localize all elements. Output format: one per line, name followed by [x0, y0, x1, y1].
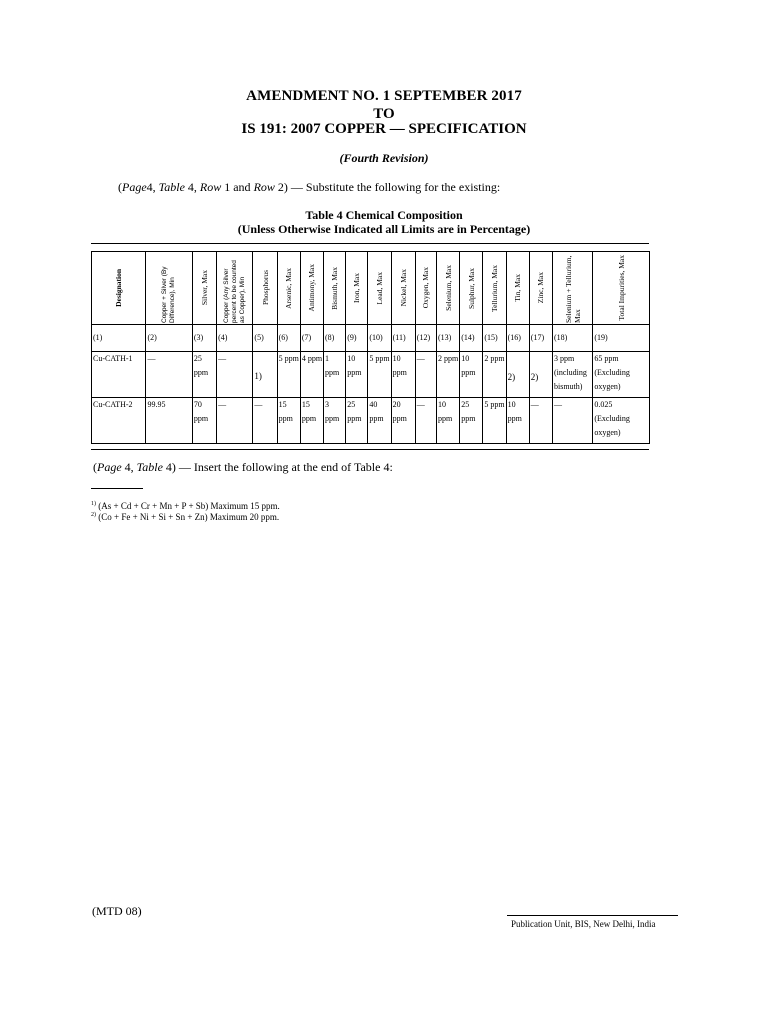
column-header: Total Impurities, Max — [593, 252, 650, 325]
column-header: Antimony, Max — [300, 252, 323, 325]
table-cell: Cu-CATH-2 — [92, 398, 146, 444]
column-number: (9) — [346, 325, 368, 352]
column-header: Silver, Max — [192, 252, 216, 325]
column-number: (3) — [192, 325, 216, 352]
table-cell: 10 ppm — [436, 398, 459, 444]
table-row — [92, 352, 650, 398]
table-cell: Cu-CATH-1 — [92, 352, 146, 398]
table-cell: 15 ppm — [300, 398, 323, 444]
table-cell: 4 ppm — [300, 352, 323, 398]
amendment-to: TO — [373, 106, 395, 122]
column-header: Designation — [92, 252, 146, 325]
column-number-row — [92, 325, 650, 352]
column-header: Arsenic, Max — [277, 252, 300, 325]
footnote-ref: 1) — [254, 371, 262, 381]
table-cell: 15 ppm — [277, 398, 300, 444]
column-number: (1) — [92, 325, 146, 352]
insert-instruction: (Page 4, Table 4) — Insert the following at the end of Table 4: — [93, 460, 393, 474]
column-header: Selenium + Tellurium, Max — [553, 252, 593, 325]
column-header: Tellurium, Max — [483, 252, 506, 325]
table-cell: 10 ppm — [346, 352, 368, 398]
column-number: (7) — [300, 325, 323, 352]
table-cell: 99.95 — [146, 398, 192, 444]
table-row — [92, 398, 650, 444]
table-cell: 25 ppm — [460, 398, 483, 444]
table-subtitle: (Unless Otherwise Indicated all Limits are in Percentage) — [237, 222, 531, 236]
table-cell: 1 ppm — [324, 352, 346, 398]
table-cell: — — [553, 398, 593, 444]
publisher-info: Publication Unit, BIS, New Delhi, India — [511, 919, 656, 929]
column-header: Lead, Max — [368, 252, 391, 325]
table-cell: 5 ppm — [483, 398, 506, 444]
table-cell: 25 ppm — [346, 398, 368, 444]
footnote-1: $^{1)}$ (As + Cd + Cr + Mn + P + Sb) Maximum 15 ppm. — [91, 501, 280, 511]
footnote-separator — [91, 488, 143, 489]
publisher-rule — [507, 915, 678, 916]
table-header-row — [92, 252, 650, 325]
table-top-rule — [91, 243, 649, 244]
table-cell: 25 ppm — [192, 352, 216, 398]
column-number: (19) — [593, 325, 650, 352]
column-header: Bismuth, Max — [324, 252, 346, 325]
table-cell: 5 ppm — [368, 352, 391, 398]
column-number: (8) — [324, 325, 346, 352]
intro-instruction: (Page4, Table 4, Row 1 and Row 2) — Substitute the following for the existing: — [118, 180, 501, 194]
column-number: (4) — [217, 325, 253, 352]
column-number: (6) — [277, 325, 300, 352]
revision-label: (Fourth Revision) — [339, 151, 429, 165]
column-number: (2) — [146, 325, 192, 352]
column-number: (17) — [529, 325, 552, 352]
column-number: (18) — [553, 325, 593, 352]
column-header: Iron, Max — [346, 252, 368, 325]
column-header: Oxygen, Max — [415, 252, 436, 325]
table-cell: 65 ppm (Excluding oxygen) — [593, 352, 650, 398]
column-number: (14) — [460, 325, 483, 352]
table-cell: — — [217, 352, 253, 398]
table-bottom-rule — [91, 449, 649, 450]
table-cell: 3 ppm — [324, 398, 346, 444]
table-cell — [253, 352, 277, 398]
table-cell: 10 ppm — [460, 352, 483, 398]
chemical-composition-table — [91, 251, 650, 444]
column-number: (15) — [483, 325, 506, 352]
column-header: Phosphorus — [253, 252, 277, 325]
column-number: (12) — [415, 325, 436, 352]
table-cell: — — [415, 398, 436, 444]
table-cell — [529, 352, 552, 398]
column-header: Nickel, Max — [391, 252, 415, 325]
amendment-title: AMENDMENT NO. 1 SEPTEMBER 2017 — [246, 88, 522, 104]
table-cell: — — [217, 398, 253, 444]
column-header: Copper (Any Silver percent to be counted as Copper), Min — [217, 252, 253, 325]
table-cell: 40 ppm — [368, 398, 391, 444]
standard-title: IS 191: 2007 COPPER — SPECIFICATION — [241, 121, 527, 137]
column-number: (11) — [391, 325, 415, 352]
table-cell — [506, 352, 529, 398]
table-cell: — — [529, 398, 552, 444]
column-number: (10) — [368, 325, 391, 352]
column-header: Tin, Max — [506, 252, 529, 325]
committee-code: (MTD 08) — [92, 904, 142, 918]
column-number: (16) — [506, 325, 529, 352]
column-header: Sulphur, Max — [460, 252, 483, 325]
column-header: Copper + Silver (By Difference), Min — [146, 252, 192, 325]
footnote-2: $^{2)}$ (Co + Fe + Ni + Si + Sn + Zn) Maximum 20 ppm. — [91, 512, 280, 522]
footnote-ref: 2) — [507, 372, 516, 382]
table-cell: 2 ppm — [436, 352, 459, 398]
table-cell: 20 ppm — [391, 398, 415, 444]
table-title: Table 4 Chemical Composition — [305, 208, 463, 222]
table-cell: — — [253, 398, 277, 444]
table-cell: 3 ppm (including bismuth) — [553, 352, 593, 398]
column-header: Zinc, Max — [529, 252, 552, 325]
column-header: Selenium, Max — [436, 252, 459, 325]
table-cell: 5 ppm — [277, 352, 300, 398]
column-number: (5) — [253, 325, 277, 352]
table-cell: — — [146, 352, 192, 398]
table-cell: 70 ppm — [192, 398, 216, 444]
table-cell: 2 ppm — [483, 352, 506, 398]
column-number: (13) — [436, 325, 459, 352]
table-cell: — — [415, 352, 436, 398]
table-cell: 10 ppm — [391, 352, 415, 398]
footnote-ref: 2) — [530, 372, 539, 382]
table-cell: 0.025 (Excluding oxygen) — [593, 398, 650, 444]
table-cell: 10 ppm — [506, 398, 529, 444]
